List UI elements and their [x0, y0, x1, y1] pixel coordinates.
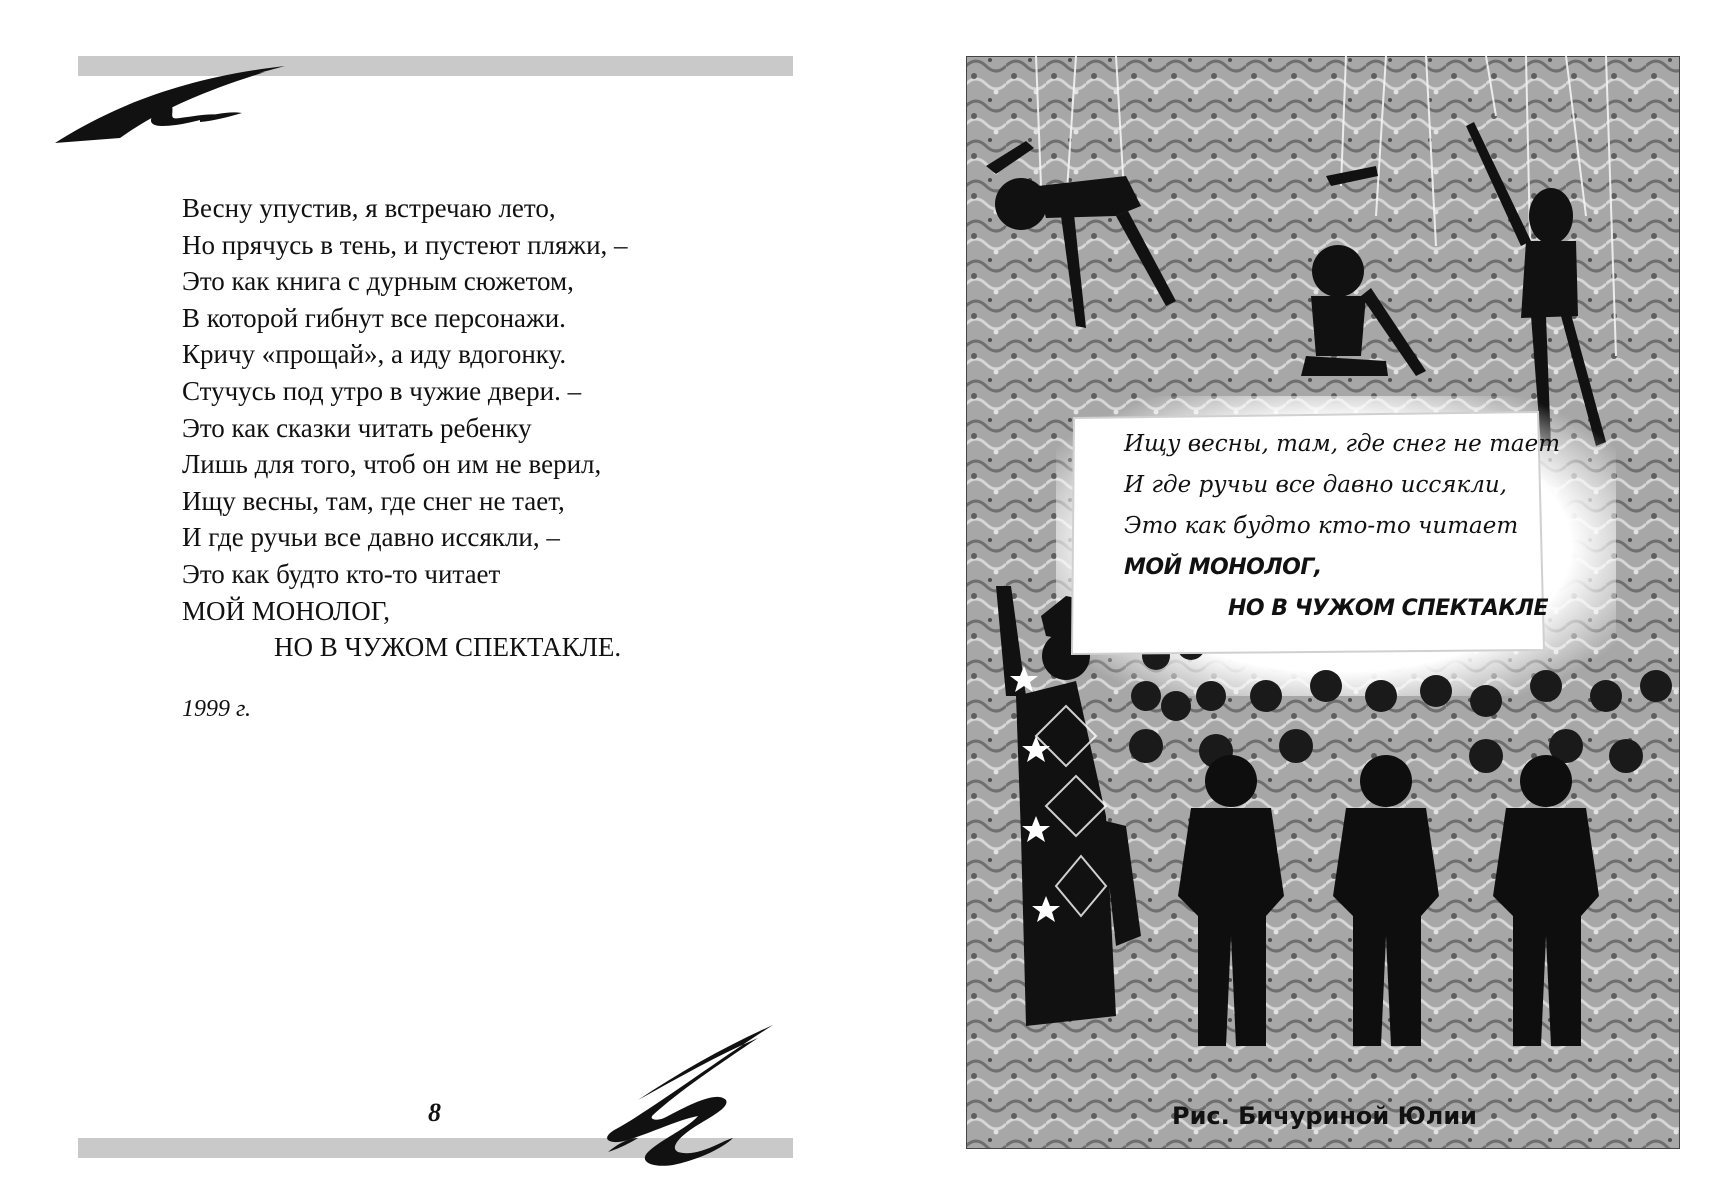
poem-line: НО В ЧУЖОМ СПЕКТАКЛЕ.: [274, 632, 622, 663]
brush-stroke-decoration: [598, 1020, 788, 1170]
caption-line: И где ручьи все давно иссякли,: [1124, 472, 1507, 498]
caption-line: Ищу весны, там, где снег не тает: [1124, 431, 1561, 457]
poem: [182, 190, 628, 666]
poem-line: Стучусь под утро в чужие двери. –: [182, 375, 582, 406]
poem-line: В которой гибнут все персонажи.: [182, 302, 566, 333]
poem-line: И где ручьи все давно иссякли, –: [182, 522, 560, 553]
caption-line: НО В ЧУЖОМ СПЕКТАКЛЕ: [1228, 596, 1549, 621]
poem-line: Ищу весны, там, где снег не тает,: [182, 485, 565, 516]
caption-line: Это как будто кто-то читает: [1124, 513, 1519, 539]
brush-stroke-decoration: [50, 58, 300, 148]
poem-line: Кричу «прощай», а иду вдогонку.: [182, 339, 567, 370]
page-number: 8: [428, 1098, 441, 1127]
caption-line: МОЙ МОНОЛОГ,: [1124, 555, 1322, 580]
poem-line: МОЙ МОНОЛОГ,: [182, 595, 391, 626]
poem-line: Но прячусь в тень, и пустеют пляжи, –: [182, 229, 628, 260]
illustration-credit: Рис. Бичуриной Юлии: [1172, 1102, 1477, 1130]
poem-line: Это как сказки читать ребенку: [182, 412, 532, 443]
poem-line: Это как будто кто-то читает: [182, 558, 501, 589]
poem-line: Это как книга с дурным сюжетом,: [182, 266, 574, 297]
poem-line: Весну упустив, я встречаю лето,: [182, 193, 556, 223]
illustration-caption: [1124, 424, 1560, 629]
poem-line: Лишь для того, чтоб он им не верил,: [182, 449, 602, 480]
poem-year: 1999 г.: [182, 696, 252, 722]
